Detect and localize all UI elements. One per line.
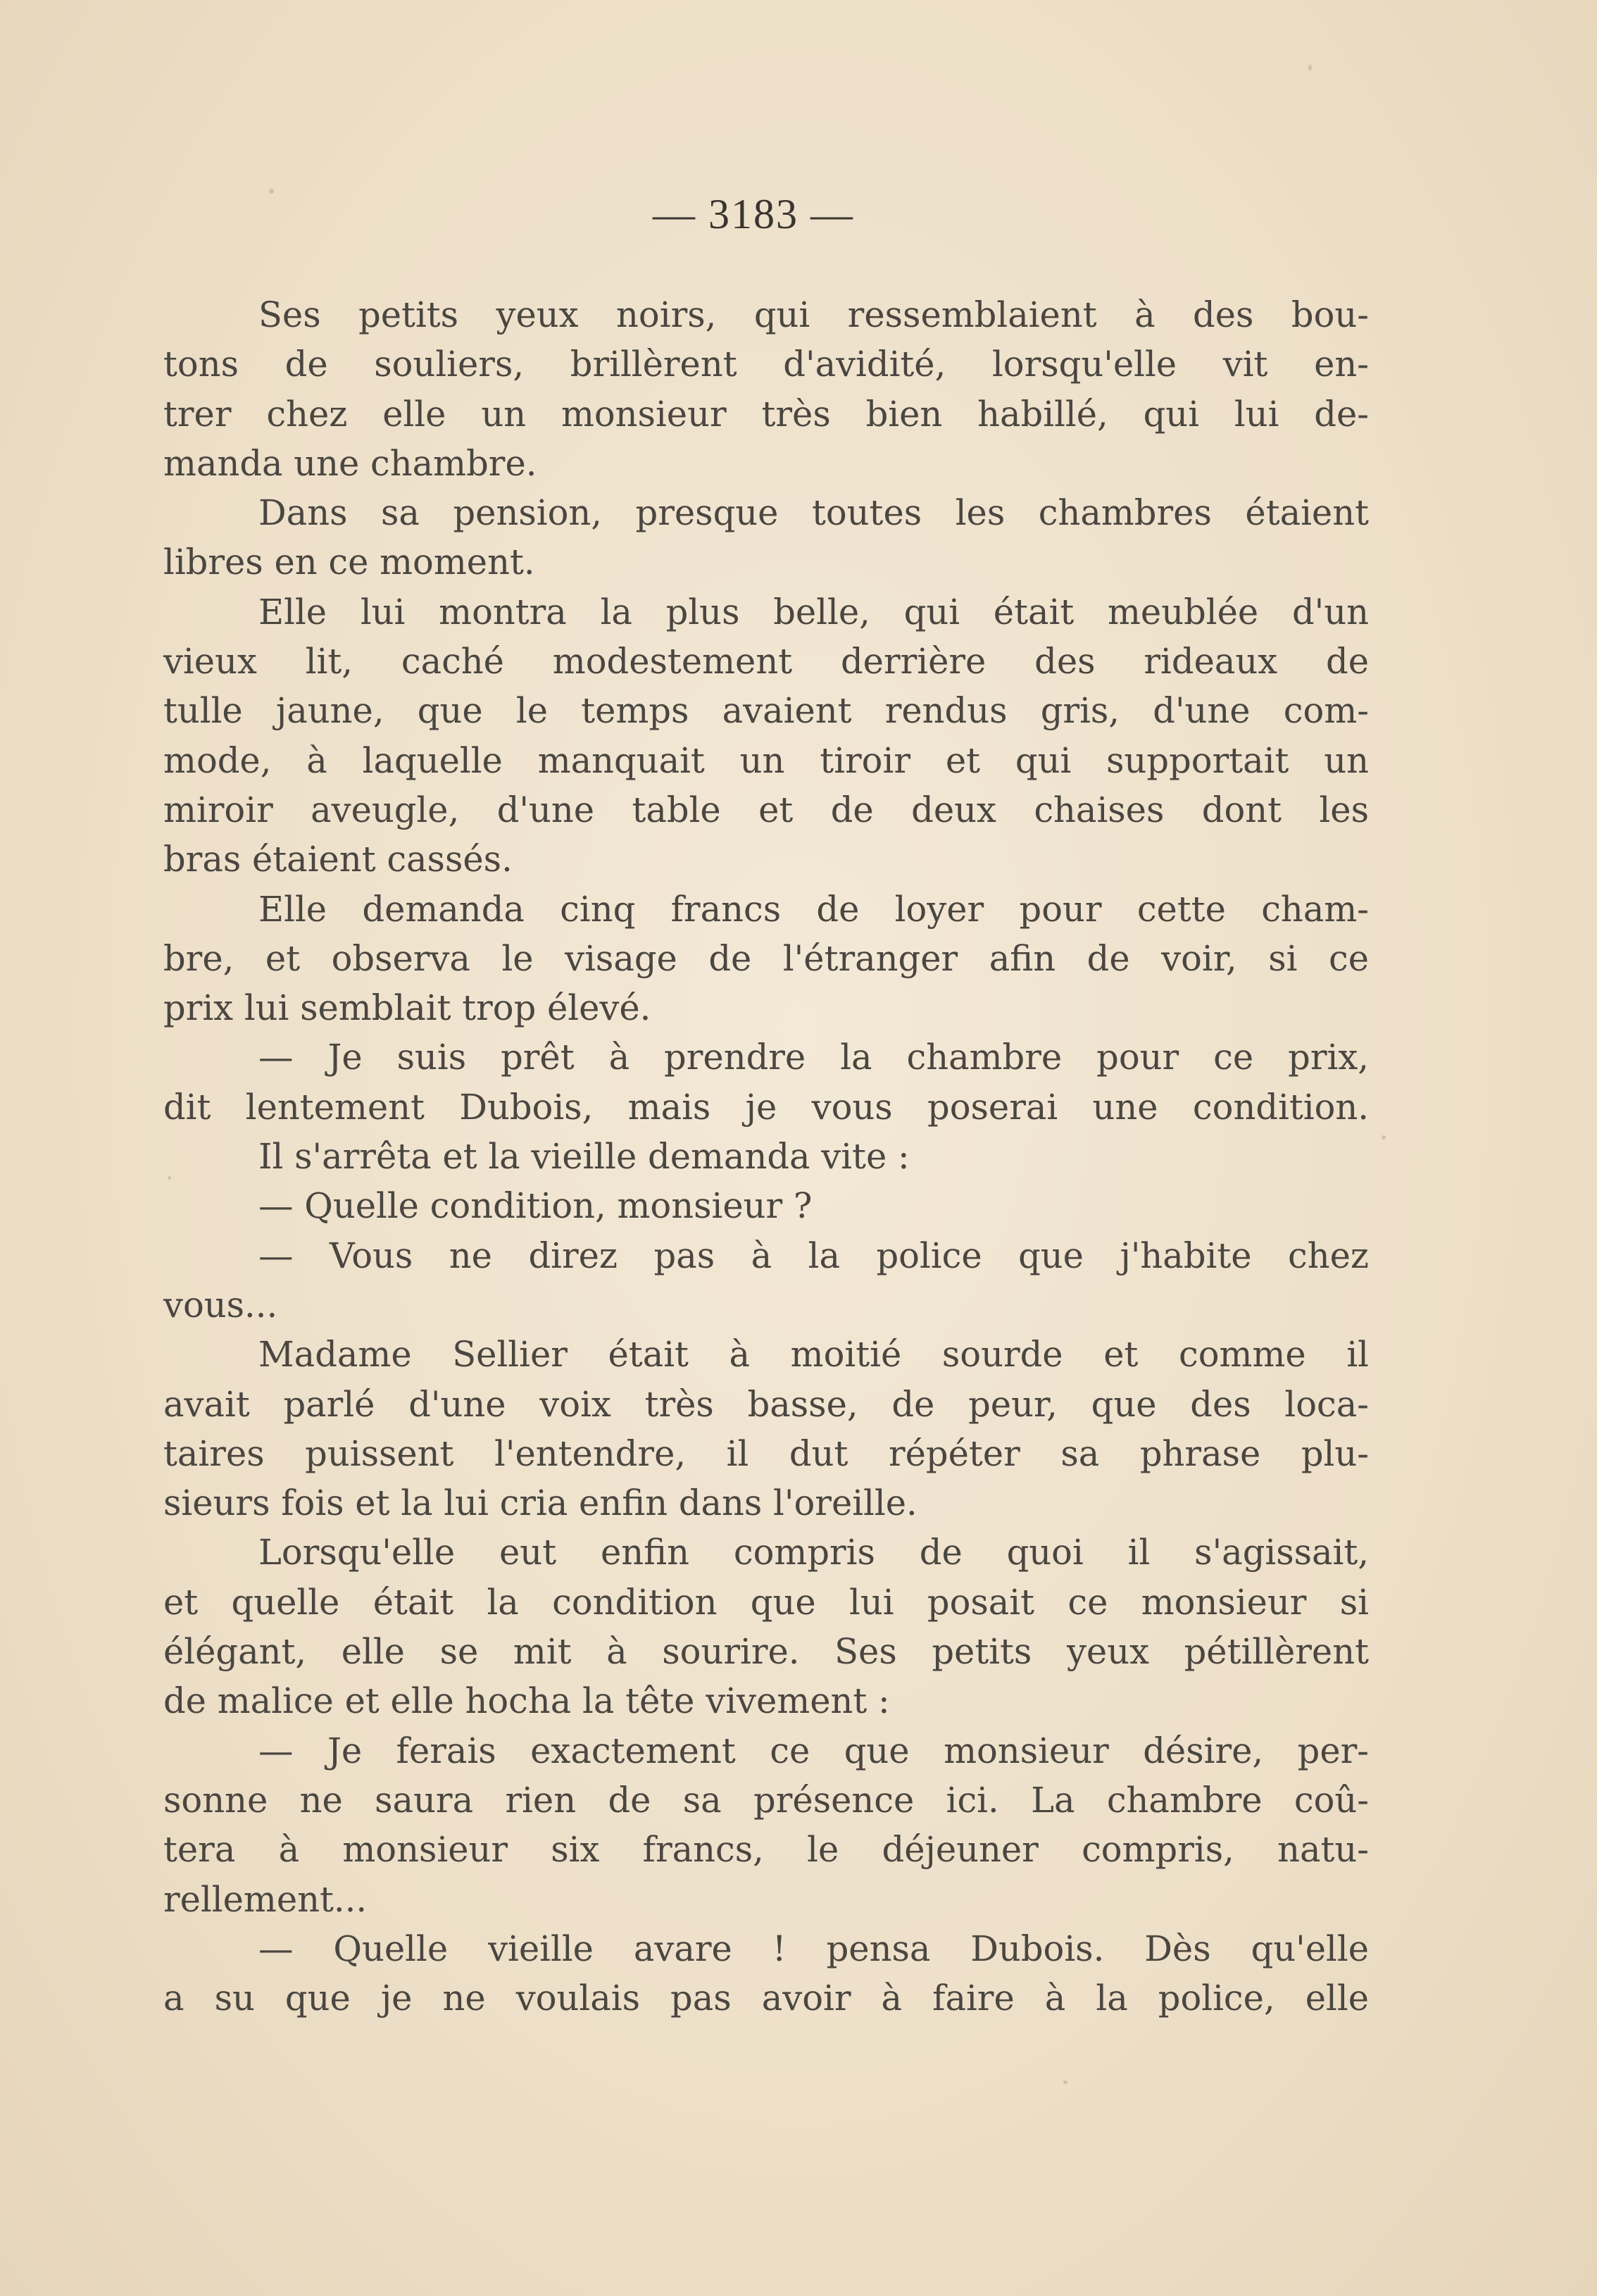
text-line: Elle lui montra la plus belle, qui était meublée d'un bbox=[258, 591, 1369, 632]
text-line: — Vous ne direz pas à la police que j'habite chez bbox=[258, 1235, 1369, 1276]
text-line: vieux lit, caché modestement derrière des rideaux de bbox=[163, 641, 1369, 682]
paper-speck bbox=[1308, 65, 1312, 70]
text-line: trer chez elle un monsieur très bien habillé, qui lui de- bbox=[163, 393, 1369, 435]
text-line: — Quelle vieille avare ! pensa Dubois. Dès qu'elle bbox=[258, 1928, 1369, 1969]
text-line: sieurs fois et la lui cria enfin dans l'oreille. bbox=[163, 1483, 918, 1524]
text-line: et quelle était la condition que lui posait ce monsieur si bbox=[163, 1581, 1369, 1623]
text-line: élégant, elle se mit à sourire. Ses petits yeux pétillèrent bbox=[163, 1631, 1369, 1673]
body-text bbox=[163, 290, 1369, 2023]
text-line: tera à monsieur six francs, le déjeuner compris, natu- bbox=[163, 1829, 1369, 1871]
text-line: — Quelle condition, monsieur ? bbox=[258, 1185, 813, 1227]
text-line: bras étaient cassés. bbox=[163, 839, 513, 880]
text-line: manda une chambre. bbox=[163, 442, 537, 484]
text-line: dit lentement Dubois, mais je vous poserai une condition. bbox=[163, 1086, 1369, 1128]
text-line: Elle demanda cinq francs de loyer pour cette cham- bbox=[258, 888, 1369, 930]
page-number: — 3183 — bbox=[653, 191, 854, 237]
text-line: Ses petits yeux noirs, qui ressemblaient à des bou- bbox=[258, 294, 1369, 335]
text-line: prix lui semblait trop élevé. bbox=[163, 987, 651, 1029]
text-line: a su que je ne voulais pas avoir à faire à la police, elle bbox=[163, 1978, 1369, 2019]
text-line: miroir aveugle, d'une table et de deux chaises dont les bbox=[163, 789, 1369, 830]
text-line: rellement... bbox=[163, 1878, 368, 1920]
text-line: Madame Sellier était à moitié sourde et comme il bbox=[258, 1334, 1369, 1375]
text-line: Lorsqu'elle eut enfin compris de quoi il s'agissait, bbox=[258, 1532, 1369, 1573]
text-line: bre, et observa le visage de l'étranger afin de voir, si ce bbox=[163, 937, 1369, 979]
text-line: tons de souliers, brillèrent d'avidité, lorsqu'elle vit en- bbox=[163, 344, 1369, 385]
text-line: tulle jaune, que le temps avaient rendus gris, d'une com- bbox=[163, 690, 1369, 732]
text-line: Il s'arrêta et la vieille demanda vite : bbox=[258, 1136, 910, 1178]
paper-speck bbox=[1063, 2080, 1067, 2084]
text-line: vous... bbox=[163, 1284, 278, 1325]
text-line: — Je ferais exactement ce que monsieur désire, per- bbox=[258, 1730, 1369, 1771]
paper-speck bbox=[1382, 1135, 1386, 1140]
text-line: libres en ce moment. bbox=[163, 542, 535, 583]
text-line: de malice et elle hocha la tête vivement : bbox=[163, 1680, 890, 1722]
text-line: avait parlé d'une voix très basse, de peur, que des loca- bbox=[163, 1383, 1369, 1425]
text-line: — Je suis prêt à prendre la chambre pour ce prix, bbox=[258, 1037, 1369, 1078]
text-line: Dans sa pension, presque toutes les chambres étaient bbox=[258, 492, 1369, 534]
text-line: sonne ne saura rien de sa présence ici. La chambre coû- bbox=[163, 1779, 1369, 1821]
text-line: mode, à laquelle manquait un tiroir et qui supportait un bbox=[163, 740, 1369, 781]
text-line: taires puissent l'entendre, il dut répéter sa phrase plu- bbox=[163, 1433, 1369, 1474]
